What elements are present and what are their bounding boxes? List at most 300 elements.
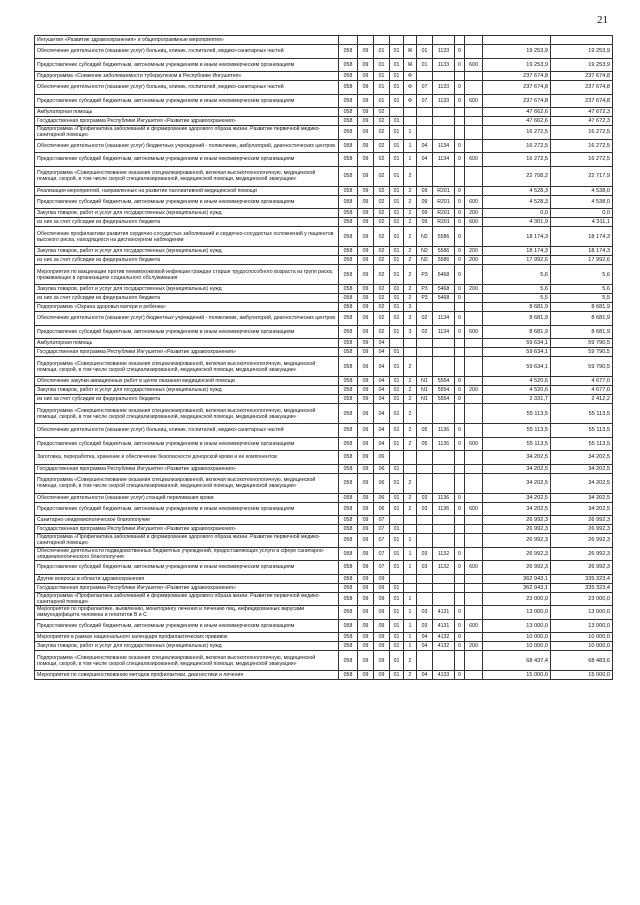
col-subprogram: Ж (404, 58, 417, 72)
col-subprogram: 2 (404, 357, 417, 377)
col-vr (465, 404, 483, 424)
col-sum-2021: 34 202,5 (483, 464, 551, 473)
col-subsection: 02 (374, 227, 390, 247)
col-sum-2022: 26 992,3 (551, 561, 613, 575)
col-event: 03 (417, 547, 433, 561)
col-subprogram: 2 (404, 651, 417, 671)
col-event: 09 (417, 218, 433, 227)
col-program: 01 (390, 265, 404, 285)
col-sum-2021: 4 528,3 (483, 186, 551, 195)
col-section: 09 (358, 395, 374, 404)
col-program: 01 (390, 186, 404, 195)
col-subsection: 02 (374, 108, 390, 117)
col-sum-2022: 59 790,5 (551, 348, 613, 357)
col-subsection: 09 (374, 633, 390, 642)
col-digit: 0 (455, 502, 465, 516)
row-name: Подпрограмма «Совершенствование оказания специализированной, включая высокотехнологичную, медицинской помощи, скорой, в том числе скорой специализированной, медицинской помощи, медицинской эвакуации» (35, 651, 339, 671)
col-event: 02 (417, 312, 433, 326)
col-sum-2022: 5,5 (551, 294, 613, 303)
col-digit: 0 (455, 312, 465, 326)
col-program (390, 451, 404, 465)
col-section: 09 (358, 451, 374, 465)
col-program: 01 (390, 94, 404, 108)
col-section: 09 (358, 265, 374, 285)
col-subsection: 02 (374, 209, 390, 218)
col-subprogram: 1 (404, 633, 417, 642)
col-direction: 5468 (433, 285, 455, 294)
col-digit: 0 (455, 58, 465, 72)
col-admin: 058 (339, 139, 358, 153)
col-direction: 5586 (433, 247, 455, 256)
col-section: 09 (358, 525, 374, 534)
col-program: 01 (390, 502, 404, 516)
table-row (35, 81, 613, 95)
col-sum-2022: 18 174,3 (551, 247, 613, 256)
col-subsection: 02 (374, 265, 390, 285)
table-row (35, 437, 613, 451)
col-subsection: 09 (374, 671, 390, 680)
col-admin: 058 (339, 195, 358, 209)
col-event: 04 (417, 642, 433, 651)
col-subsection: 02 (374, 117, 390, 126)
col-subprogram: 1 (404, 534, 417, 548)
col-section: 09 (358, 312, 374, 326)
table-row (35, 606, 613, 620)
col-digit: 0 (455, 561, 465, 575)
col-digit (455, 108, 465, 117)
col-admin: 058 (339, 247, 358, 256)
col-direction: 1136 (433, 502, 455, 516)
col-direction (433, 534, 455, 548)
col-program: 01 (390, 153, 404, 167)
col-subsection: 09 (374, 574, 390, 583)
col-sum-2022: 4 677,0 (551, 386, 613, 395)
col-section: 09 (358, 58, 374, 72)
col-sum-2022: 237 674,8 (551, 94, 613, 108)
row-name: Подпрограмма «Профилактика заболеваний и формирование здорового образа жизни. Развитие первичной медико-санитарной помощи» (35, 534, 339, 548)
col-sum-2022: 34 202,5 (551, 502, 613, 516)
col-vr: 200 (465, 386, 483, 395)
col-sum-2022: 5,6 (551, 265, 613, 285)
table-row (35, 583, 613, 592)
row-name: из них за счет субсидии из федерального бюджета (35, 218, 339, 227)
col-subsection: 04 (374, 339, 390, 348)
col-vr (465, 493, 483, 502)
col-direction: 1134 (433, 312, 455, 326)
row-name: Обеспечение профилактики развития сердечно-сосудистых заболеваний и сердечно-сосудистых осложнений у пациентов высокого риска, находящихся на диспансерном наблюдении (35, 227, 339, 247)
col-direction (433, 357, 455, 377)
col-sum-2022: 26 992,3 (551, 525, 613, 534)
col-event: 09 (417, 186, 433, 195)
col-subsection: 01 (374, 72, 390, 81)
table-row (35, 451, 613, 465)
col-subprogram (404, 108, 417, 117)
col-section: 09 (358, 464, 374, 473)
row-name: Закупка товаров, работ и услуг для государственных (муниципальных) нужд (35, 285, 339, 294)
col-section: 09 (358, 424, 374, 438)
col-section: 09 (358, 72, 374, 81)
col-program: 01 (390, 671, 404, 680)
col-admin: 058 (339, 525, 358, 534)
col-admin: 058 (339, 81, 358, 95)
col-vr (465, 348, 483, 357)
col-subsection: 02 (374, 153, 390, 167)
table-row (35, 227, 613, 247)
col-vr (465, 592, 483, 606)
row-name: Мероприятия в рамках национального календаря профилактических прививок (35, 633, 339, 642)
col-subprogram: 2 (404, 294, 417, 303)
col-subsection: 02 (374, 195, 390, 209)
col-event (417, 166, 433, 186)
col-admin: 058 (339, 534, 358, 548)
col-vr (465, 265, 483, 285)
col-event (417, 404, 433, 424)
col-section: 09 (358, 606, 374, 620)
budget-table (34, 35, 613, 680)
col-event (417, 339, 433, 348)
table-row (35, 325, 613, 339)
col-direction: 4131 (433, 619, 455, 633)
col-admin: 058 (339, 437, 358, 451)
col-sum-2021: 18 174,3 (483, 247, 551, 256)
col-section: 09 (358, 348, 374, 357)
col-subprogram: 3 (404, 303, 417, 312)
col-sum-2022: 4 538,0 (551, 186, 613, 195)
col-event (417, 72, 433, 81)
col-subsection: 09 (374, 583, 390, 592)
col-subsection: 09 (374, 642, 390, 651)
col-sum-2021: 237 674,8 (483, 81, 551, 95)
col-sum-2022: 237 674,8 (551, 72, 613, 81)
col-section: 09 (358, 651, 374, 671)
row-name: Предоставление субсидий бюджетным, автономным учреждениям и иным некоммерческим организациям (35, 94, 339, 108)
col-direction: R201 (433, 209, 455, 218)
col-sum-2022: 10 000,0 (551, 633, 613, 642)
col-direction: 1132 (433, 561, 455, 575)
row-name: Государственная программа Республики Ингушетия «Развитие здравоохранения» (35, 464, 339, 473)
col-vr (465, 633, 483, 642)
col-vr (465, 45, 483, 59)
table-row (35, 339, 613, 348)
col-digit (455, 339, 465, 348)
col-section: 09 (358, 386, 374, 395)
col-direction (433, 126, 455, 140)
col-sum-2022: 5,6 (551, 285, 613, 294)
col-subsection: 04 (374, 348, 390, 357)
col-admin: 058 (339, 186, 358, 195)
col-program: 01 (390, 642, 404, 651)
col-sum-2021: 55 113,5 (483, 424, 551, 438)
col-admin: 058 (339, 265, 358, 285)
col-subsection: 04 (374, 437, 390, 451)
col-section: 09 (358, 339, 374, 348)
table-row (35, 166, 613, 186)
col-subprogram: 1 (404, 126, 417, 140)
table-row (35, 256, 613, 265)
col-direction: 5468 (433, 294, 455, 303)
col-digit (455, 36, 465, 45)
row-name: Государственная программа Республики Ингушетия «Развитие здравоохранения» (35, 583, 339, 592)
col-subsection: 01 (374, 94, 390, 108)
col-direction (433, 525, 455, 534)
col-digit (455, 166, 465, 186)
col-subsection: 02 (374, 166, 390, 186)
row-name: Государственная программа Республики Ингушетия «Развитие здравоохранения» (35, 117, 339, 126)
col-sum-2021: 19 253,9 (483, 58, 551, 72)
col-digit: 0 (455, 256, 465, 265)
table-row (35, 94, 613, 108)
col-admin: 058 (339, 651, 358, 671)
col-sum-2022: 18 174,3 (551, 227, 613, 247)
col-subsection: 07 (374, 561, 390, 575)
col-section: 09 (358, 516, 374, 525)
col-section: 09 (358, 534, 374, 548)
col-direction: 5586 (433, 227, 455, 247)
col-sum-2021: 18 174,3 (483, 227, 551, 247)
col-program: 01 (390, 126, 404, 140)
col-event (417, 451, 433, 465)
col-event: 01 (417, 45, 433, 59)
col-program: 01 (390, 377, 404, 386)
col-admin: 058 (339, 218, 358, 227)
col-sum-2021: 55 113,5 (483, 437, 551, 451)
col-admin: 058 (339, 348, 358, 357)
row-name: Закупка товаров, работ и услуг для государственных (муниципальных) нужд (35, 209, 339, 218)
col-program: 01 (390, 81, 404, 95)
col-vr (465, 525, 483, 534)
col-sum-2021: 15 000,0 (483, 671, 551, 680)
col-sum-2021: 5,5 (483, 294, 551, 303)
col-vr (465, 186, 483, 195)
col-subsection: 09 (374, 651, 390, 671)
col-direction: 1134 (433, 325, 455, 339)
row-name: Подпрограмма «Снижение заболеваемости туберкулезом в Республике Ингушетия» (35, 72, 339, 81)
col-direction: 5586 (433, 256, 455, 265)
col-direction (433, 516, 455, 525)
col-direction (433, 473, 455, 493)
col-event: 03 (417, 619, 433, 633)
col-subsection: 09 (374, 606, 390, 620)
table-row (35, 58, 613, 72)
col-event: N2 (417, 247, 433, 256)
col-subprogram: 2 (404, 502, 417, 516)
col-program: 01 (390, 386, 404, 395)
col-program: 01 (390, 209, 404, 218)
col-direction: 5554 (433, 395, 455, 404)
row-name: из них за счет субсидии из федерального бюджета (35, 294, 339, 303)
table-row (35, 574, 613, 583)
col-event: P3 (417, 265, 433, 285)
col-vr: 600 (465, 58, 483, 72)
col-sum-2021: 59 634,1 (483, 348, 551, 357)
col-sum-2021: 23 000,0 (483, 592, 551, 606)
col-admin: 058 (339, 58, 358, 72)
col-vr (465, 574, 483, 583)
col-sum-2022: 22 717,9 (551, 166, 613, 186)
col-vr (465, 606, 483, 620)
col-digit (455, 473, 465, 493)
col-sum-2022: 59 790,5 (551, 339, 613, 348)
col-section: 09 (358, 166, 374, 186)
col-program: 01 (390, 547, 404, 561)
col-digit (455, 651, 465, 671)
col-direction: 4131 (433, 606, 455, 620)
col-sum-2021: 19 253,9 (483, 45, 551, 59)
col-vr (465, 534, 483, 548)
col-admin: 058 (339, 404, 358, 424)
col-section: 09 (358, 493, 374, 502)
table-row (35, 126, 613, 140)
table-row (35, 464, 613, 473)
col-section: 09 (358, 117, 374, 126)
row-name: Предоставление субсидий бюджетным, автономным учреждениям и иным некоммерческим организациям (35, 325, 339, 339)
table-row (35, 139, 613, 153)
col-sum-2021: 4 528,3 (483, 195, 551, 209)
col-sum-2022: 47 672,3 (551, 117, 613, 126)
col-subprogram: 2 (404, 424, 417, 438)
table-row (35, 108, 613, 117)
col-program: 01 (390, 348, 404, 357)
col-subsection: 04 (374, 386, 390, 395)
col-admin: 058 (339, 153, 358, 167)
col-subprogram: Ж (404, 45, 417, 59)
table-row (35, 186, 613, 195)
col-section: 09 (358, 195, 374, 209)
row-name: Закупка товаров, работ и услуг для государственных (муниципальных) нужд (35, 642, 339, 651)
col-program: 01 (390, 592, 404, 606)
col-event (417, 473, 433, 493)
col-digit: 0 (455, 633, 465, 642)
col-event (417, 592, 433, 606)
col-direction: 5554 (433, 386, 455, 395)
col-sum-2022: 8 681,9 (551, 312, 613, 326)
row-name: Другие вопросы в области здравоохранения (35, 574, 339, 583)
col-sum-2022: 8 681,9 (551, 303, 613, 312)
col-section: 09 (358, 619, 374, 633)
col-subprogram: 1 (404, 153, 417, 167)
col-subsection: 07 (374, 525, 390, 534)
col-subprogram: 2 (404, 404, 417, 424)
col-digit (455, 525, 465, 534)
col-vr (465, 451, 483, 465)
col-event: 03 (417, 606, 433, 620)
row-name: Предоставление субсидий бюджетным, автономным учреждениям и иным некоммерческим организациям (35, 58, 339, 72)
col-admin: 058 (339, 633, 358, 642)
col-direction: 1134 (433, 153, 455, 167)
col-vr: 600 (465, 619, 483, 633)
col-section: 09 (358, 574, 374, 583)
col-program: 01 (390, 357, 404, 377)
col-event (417, 525, 433, 534)
col-direction (433, 339, 455, 348)
col-admin: 058 (339, 227, 358, 247)
col-subsection: 07 (374, 534, 390, 548)
col-sum-2021: 8 681,9 (483, 312, 551, 326)
col-event: 04 (417, 633, 433, 642)
col-event: N2 (417, 256, 433, 265)
col-program: 01 (390, 619, 404, 633)
col-digit: 0 (455, 642, 465, 651)
col-sum-2021: 16 272,5 (483, 153, 551, 167)
col-subsection: 02 (374, 285, 390, 294)
col-sum-2021: 34 202,5 (483, 451, 551, 465)
col-event (417, 126, 433, 140)
table-row (35, 404, 613, 424)
col-vr (465, 72, 483, 81)
col-event (417, 303, 433, 312)
col-sum-2022: 4 311,1 (551, 218, 613, 227)
col-subprogram (404, 583, 417, 592)
col-event: 03 (417, 502, 433, 516)
col-digit: 0 (455, 45, 465, 59)
col-digit: 0 (455, 493, 465, 502)
col-direction (433, 451, 455, 465)
col-digit (455, 117, 465, 126)
col-sum-2022: 237 674,8 (551, 81, 613, 95)
col-admin: 058 (339, 424, 358, 438)
col-event: 07 (417, 81, 433, 95)
col-vr (465, 139, 483, 153)
col-subprogram: 2 (404, 377, 417, 386)
col-subsection: 09 (374, 592, 390, 606)
table-row (35, 633, 613, 642)
col-admin: 058 (339, 493, 358, 502)
col-vr: 200 (465, 642, 483, 651)
table-row (35, 247, 613, 256)
col-sum-2021: 59 634,1 (483, 339, 551, 348)
col-admin: 058 (339, 583, 358, 592)
col-vr: 200 (465, 209, 483, 218)
col-event (417, 348, 433, 357)
col-sum-2022: 16 272,5 (551, 126, 613, 140)
col-event: 09 (417, 209, 433, 218)
col-program: 01 (390, 58, 404, 72)
col-sum-2022: 4 677,0 (551, 377, 613, 386)
col-event: N1 (417, 395, 433, 404)
col-sum-2022: 26 992,3 (551, 534, 613, 548)
col-event: 02 (417, 325, 433, 339)
col-direction: 4132 (433, 642, 455, 651)
col-subprogram: 2 (404, 671, 417, 680)
col-vr (465, 395, 483, 404)
col-digit: 0 (455, 294, 465, 303)
col-event (417, 574, 433, 583)
col-sum-2021: 237 674,8 (483, 72, 551, 81)
col-subprogram (404, 348, 417, 357)
col-admin: 058 (339, 592, 358, 606)
col-sum-2022: 2 412,2 (551, 395, 613, 404)
col-section: 09 (358, 294, 374, 303)
col-sum-2021: 237 674,8 (483, 94, 551, 108)
col-subsection: 07 (374, 547, 390, 561)
col-subsection: 02 (374, 126, 390, 140)
col-subsection: 06 (374, 493, 390, 502)
table-row (35, 117, 613, 126)
col-sum-2022: 23 000,0 (551, 592, 613, 606)
col-direction (433, 592, 455, 606)
col-digit (455, 303, 465, 312)
table-row (35, 36, 613, 45)
col-section: 09 (358, 671, 374, 680)
col-program: 01 (390, 561, 404, 575)
col-admin: 058 (339, 339, 358, 348)
col-event: 01 (417, 58, 433, 72)
col-section: 09 (358, 108, 374, 117)
col-digit: 0 (455, 377, 465, 386)
col-vr: 600 (465, 437, 483, 451)
row-name: Предоставление субсидий бюджетным, автономным учреждениям и иным некоммерческим организациям (35, 153, 339, 167)
col-section: 09 (358, 126, 374, 140)
